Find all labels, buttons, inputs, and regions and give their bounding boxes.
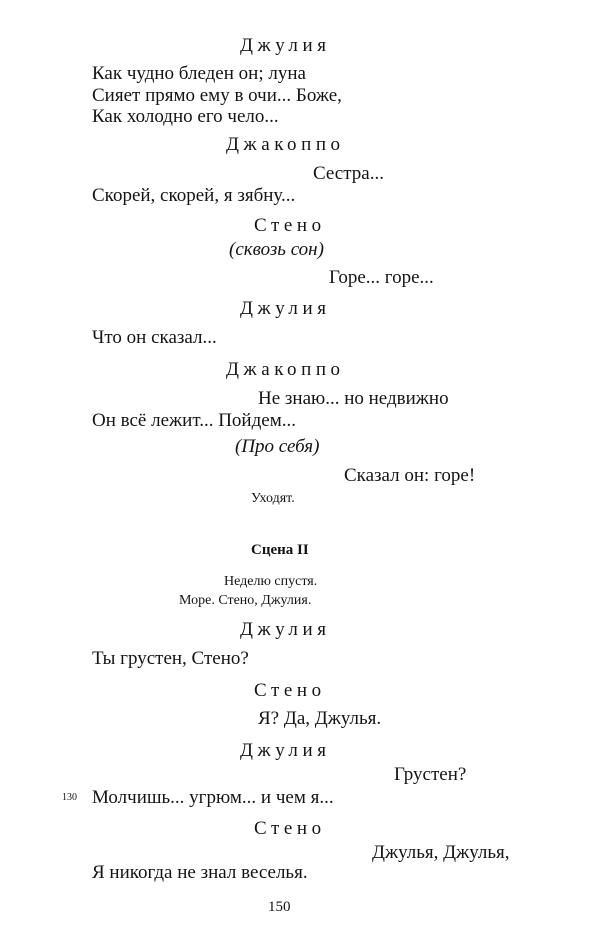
verse-line: Не знаю... но недвижно bbox=[258, 388, 449, 409]
speaker-name: Джулия bbox=[240, 298, 331, 319]
speaker-name: Джакоппо bbox=[226, 134, 345, 155]
speaker-name: Джулия bbox=[240, 35, 331, 56]
verse-line: Скорей, скорей, я зябну... bbox=[92, 185, 296, 206]
scene-setting: Неделю спустя. bbox=[224, 574, 318, 589]
scene-heading: Сцена II bbox=[251, 542, 309, 558]
speaker-name: Джулия bbox=[240, 740, 331, 761]
verse-line: Сестра... bbox=[313, 163, 384, 184]
scene-setting: Море. Стено, Джулия. bbox=[179, 593, 312, 608]
verse-line: Джулья, Джулья, bbox=[372, 842, 510, 863]
page-number: 150 bbox=[268, 899, 291, 915]
speaker-name: Стено bbox=[254, 215, 326, 236]
verse-line: Горе... горе... bbox=[329, 267, 434, 288]
speaker-name: Джулия bbox=[240, 619, 331, 640]
verse-line: Что он сказал... bbox=[92, 327, 217, 348]
stage-direction: Уходят. bbox=[251, 491, 295, 506]
speaker-name: Стено bbox=[254, 680, 326, 701]
line-number: 130 bbox=[62, 792, 77, 803]
verse-line: Я? Да, Джулья. bbox=[258, 708, 382, 729]
stage-direction: (сквозь сон) bbox=[229, 239, 324, 260]
verse-line: Он всё лежит... Пойдем... bbox=[92, 410, 296, 431]
verse-line: Ты грустен, Стено? bbox=[92, 648, 249, 669]
stage-direction: (Про себя) bbox=[235, 436, 320, 457]
verse-line: Молчишь... угрюм... и чем я... bbox=[92, 787, 334, 808]
verse-line: Сияет прямо ему в очи... Боже, bbox=[92, 85, 342, 106]
verse-line: Как чудно бледен он; луна bbox=[92, 63, 306, 84]
verse-line: Грустен? bbox=[394, 764, 467, 785]
speaker-name: Джакоппо bbox=[226, 359, 345, 380]
verse-line: Как холодно его чело... bbox=[92, 106, 279, 127]
speaker-name: Стено bbox=[254, 818, 326, 839]
verse-line: Я никогда не знал веселья. bbox=[92, 862, 308, 883]
verse-line: Сказал он: горе! bbox=[344, 465, 476, 486]
